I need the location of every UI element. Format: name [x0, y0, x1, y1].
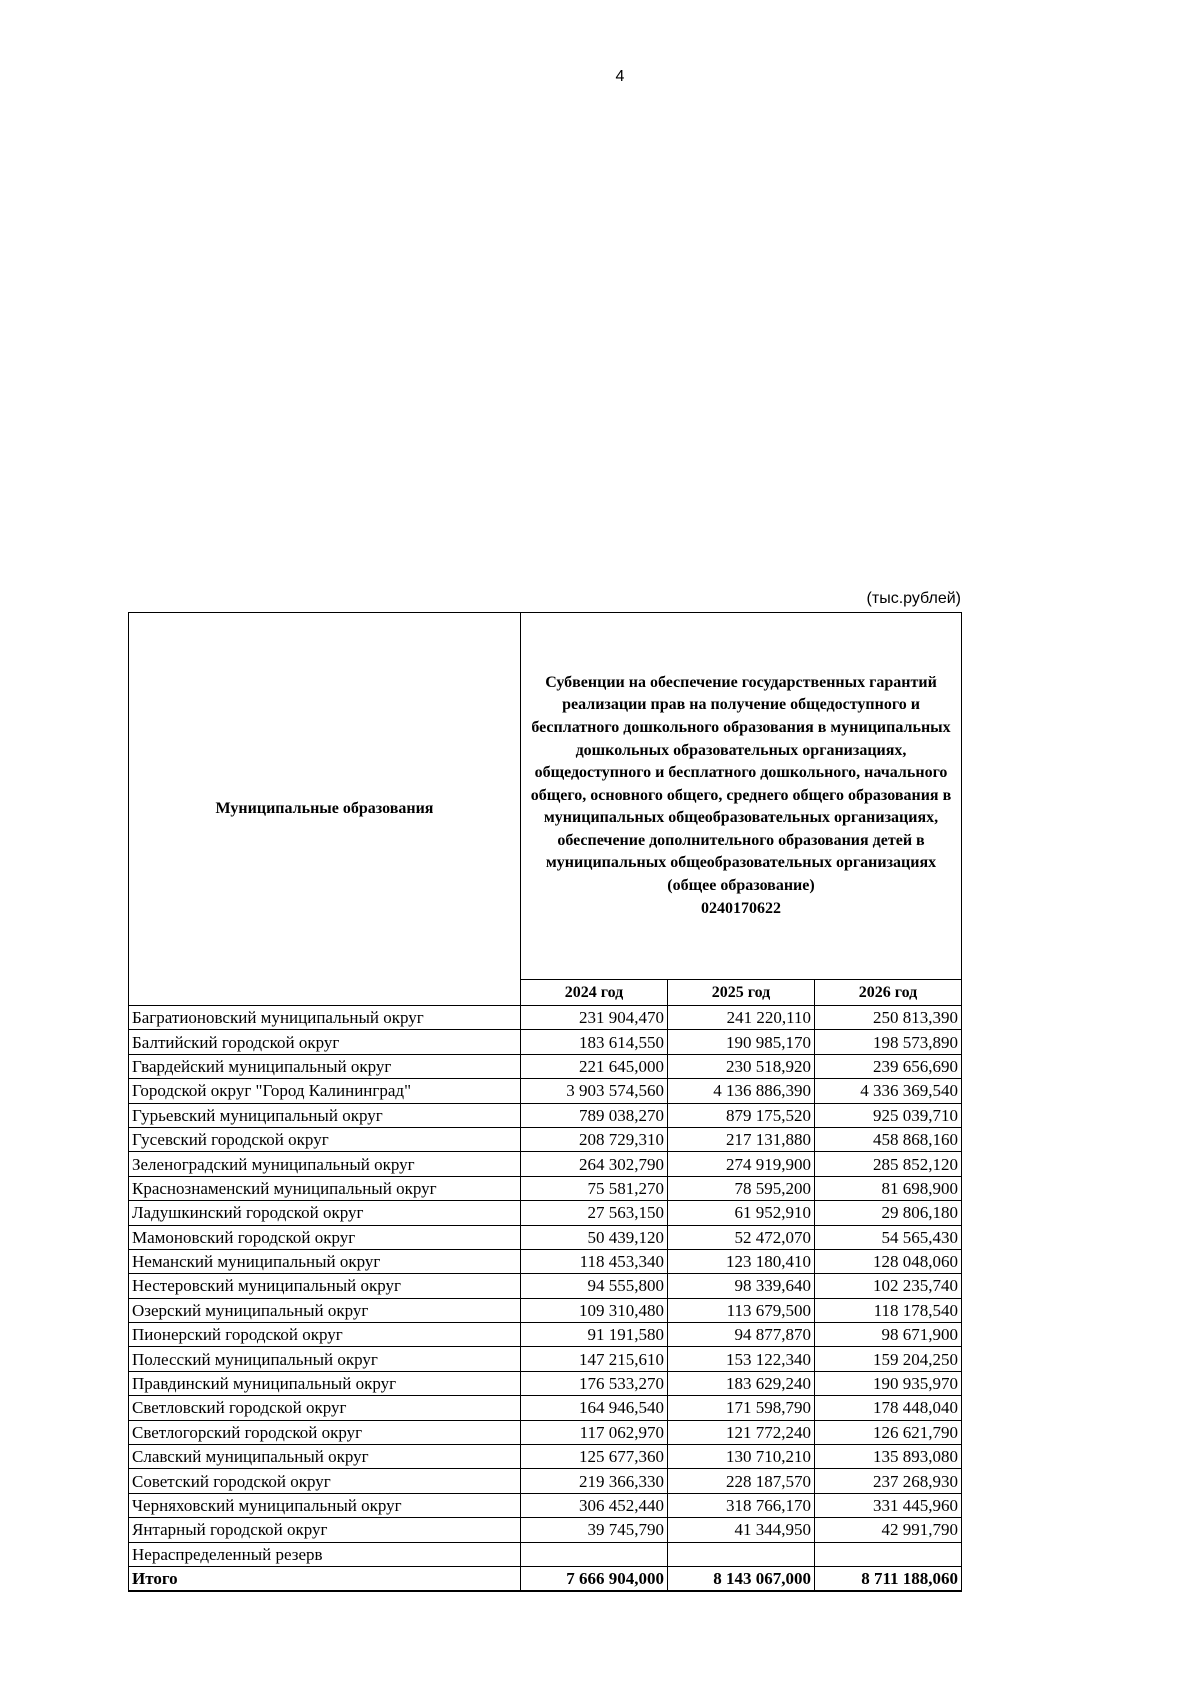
value-2026: 458 868,160 [815, 1127, 962, 1151]
total-label: Итого [129, 1566, 521, 1591]
municipality-name: Черняховский муниципальный округ [129, 1493, 521, 1517]
municipality-name: Нераспределенный резерв [129, 1542, 521, 1566]
value-2024: 221 645,000 [521, 1054, 668, 1078]
value-2026: 4 336 369,540 [815, 1079, 962, 1103]
table-row [129, 1298, 962, 1322]
table-row [129, 1347, 962, 1371]
value-2026: 285 852,120 [815, 1152, 962, 1176]
value-2024: 306 452,440 [521, 1493, 668, 1517]
value-2024: 3 903 574,560 [521, 1079, 668, 1103]
value-2026: 159 204,250 [815, 1347, 962, 1371]
value-2024: 125 677,360 [521, 1445, 668, 1469]
value-2024: 183 614,550 [521, 1030, 668, 1054]
municipality-name: Гурьевский муниципальный округ [129, 1103, 521, 1127]
value-2025: 274 919,900 [668, 1152, 815, 1176]
value-2026: 54 565,430 [815, 1225, 962, 1249]
page-number: 4 [615, 68, 625, 85]
value-2024: 94 555,800 [521, 1274, 668, 1298]
table-row [129, 1542, 962, 1566]
value-2026: 239 656,690 [815, 1054, 962, 1078]
municipality-name: Нестеровский муниципальный округ [129, 1274, 521, 1298]
table-row [129, 1054, 962, 1078]
value-2026: 81 698,900 [815, 1176, 962, 1200]
value-2025: 4 136 886,390 [668, 1079, 815, 1103]
value-2025: 190 985,170 [668, 1030, 815, 1054]
value-2025: 171 598,790 [668, 1396, 815, 1420]
municipality-name: Мамоновский городской округ [129, 1225, 521, 1249]
value-2026: 102 235,740 [815, 1274, 962, 1298]
table-row [129, 1493, 962, 1517]
municipality-name: Гусевский городской округ [129, 1127, 521, 1151]
municipality-name: Городской округ "Город Калининград" [129, 1079, 521, 1103]
value-2025: 879 175,520 [668, 1103, 815, 1127]
value-2024: 789 038,270 [521, 1103, 668, 1127]
value-2025: 228 187,570 [668, 1469, 815, 1493]
municipality-name: Советский городской округ [129, 1469, 521, 1493]
table-row [129, 1152, 962, 1176]
table-row [129, 1420, 962, 1444]
municipality-name: Багратионовский муниципальный округ [129, 1006, 521, 1030]
value-2026: 925 039,710 [815, 1103, 962, 1127]
table-row [129, 1274, 962, 1298]
value-2026: 190 935,970 [815, 1371, 962, 1395]
table-row [129, 1127, 962, 1151]
value-2025: 52 472,070 [668, 1225, 815, 1249]
table-row [129, 1469, 962, 1493]
value-2026: 135 893,080 [815, 1445, 962, 1469]
value-2025: 61 952,910 [668, 1201, 815, 1225]
subsidy-code: 0240170622 [701, 899, 781, 917]
total-2026: 8 711 188,060 [815, 1566, 962, 1591]
year-header-2026: 2026 год [815, 980, 962, 1006]
value-2026: 178 448,040 [815, 1396, 962, 1420]
table-row [129, 1396, 962, 1420]
total-2024: 7 666 904,000 [521, 1566, 668, 1591]
municipality-name: Светловский городской округ [129, 1396, 521, 1420]
value-2025: 241 220,110 [668, 1006, 815, 1030]
total-2025: 8 143 067,000 [668, 1566, 815, 1591]
municipalities-header: Муниципальные образования [129, 613, 521, 1006]
value-2026: 118 178,540 [815, 1298, 962, 1322]
table-row [129, 1225, 962, 1249]
municipality-name: Правдинский муниципальный округ [129, 1371, 521, 1395]
table-row [129, 1371, 962, 1395]
value-2025: 217 131,880 [668, 1127, 815, 1151]
value-2024: 118 453,340 [521, 1249, 668, 1273]
value-2025: 130 710,210 [668, 1445, 815, 1469]
table-row [129, 1103, 962, 1127]
value-2024: 75 581,270 [521, 1176, 668, 1200]
value-2026: 198 573,890 [815, 1030, 962, 1054]
table-row [129, 1323, 962, 1347]
value-2024: 264 302,790 [521, 1152, 668, 1176]
value-2025: 94 877,870 [668, 1323, 815, 1347]
municipality-name: Зеленоградский муниципальный округ [129, 1152, 521, 1176]
table-row [129, 1079, 962, 1103]
value-2026: 98 671,900 [815, 1323, 962, 1347]
table-body [129, 1006, 962, 1592]
value-2025: 183 629,240 [668, 1371, 815, 1395]
municipality-name: Славский муниципальный округ [129, 1445, 521, 1469]
municipality-name: Пионерский городской округ [129, 1323, 521, 1347]
year-header-2024: 2024 год [521, 980, 668, 1006]
value-2024: 208 729,310 [521, 1127, 668, 1151]
value-2024: 109 310,480 [521, 1298, 668, 1322]
table-row [129, 1201, 962, 1225]
value-2026: 126 621,790 [815, 1420, 962, 1444]
value-2026: 29 806,180 [815, 1201, 962, 1225]
value-2025: 78 595,200 [668, 1176, 815, 1200]
table-row [129, 1176, 962, 1200]
value-2024: 219 366,330 [521, 1469, 668, 1493]
value-2024: 164 946,540 [521, 1396, 668, 1420]
units-label: (тыс.рублей) [866, 590, 961, 607]
table-row [129, 1445, 962, 1469]
municipality-name: Неманский муниципальный округ [129, 1249, 521, 1273]
table-row [129, 1518, 962, 1542]
value-2024: 117 062,970 [521, 1420, 668, 1444]
subsidy-table [128, 612, 962, 1592]
value-2026: 250 813,390 [815, 1006, 962, 1030]
municipality-name: Ладушкинский городской округ [129, 1201, 521, 1225]
value-2025: 98 339,640 [668, 1274, 815, 1298]
value-2025: 121 772,240 [668, 1420, 815, 1444]
value-2024: 27 563,150 [521, 1201, 668, 1225]
table-row [129, 1249, 962, 1273]
municipality-name: Гвардейский муниципальный округ [129, 1054, 521, 1078]
value-2025: 41 344,950 [668, 1518, 815, 1542]
value-2026: 331 445,960 [815, 1493, 962, 1517]
value-2026: 128 048,060 [815, 1249, 962, 1273]
value-2024: 231 904,470 [521, 1006, 668, 1030]
table-row [129, 1006, 962, 1030]
value-2025: 123 180,410 [668, 1249, 815, 1273]
year-header-2025: 2025 год [668, 980, 815, 1006]
value-2026: 237 268,930 [815, 1469, 962, 1493]
subsidy-description: Субвенции на обеспечение государственных гарантий реализации прав на получение общедоступного и бесплатного дошкольного образования в муниципальных дошкольных образовательных организациях, общедоступного и бесплатного дошкольного, начального общего, основного общего, среднего общего образования в муниципальных общеобразовательных организациях, обеспечение дополнительного образования детей в муниципальных общеобразовательных организациях (общее образование) [530, 673, 952, 895]
value-2024 [521, 1542, 668, 1566]
municipality-name: Янтарный городской округ [129, 1518, 521, 1542]
value-2026 [815, 1542, 962, 1566]
table-row [129, 1030, 962, 1054]
value-2025 [668, 1542, 815, 1566]
municipality-name: Светлогорский городской округ [129, 1420, 521, 1444]
municipality-name: Балтийский городской округ [129, 1030, 521, 1054]
value-2025: 318 766,170 [668, 1493, 815, 1517]
value-2024: 176 533,270 [521, 1371, 668, 1395]
value-2025: 113 679,500 [668, 1298, 815, 1322]
value-2026: 42 991,790 [815, 1518, 962, 1542]
subsidy-header [521, 613, 962, 980]
value-2024: 50 439,120 [521, 1225, 668, 1249]
municipality-name: Полесский муниципальный округ [129, 1347, 521, 1371]
value-2024: 147 215,610 [521, 1347, 668, 1371]
total-row [129, 1566, 962, 1591]
value-2025: 230 518,920 [668, 1054, 815, 1078]
value-2024: 39 745,790 [521, 1518, 668, 1542]
municipality-name: Краснознаменский муниципальный округ [129, 1176, 521, 1200]
value-2024: 91 191,580 [521, 1323, 668, 1347]
municipality-name: Озерский муниципальный округ [129, 1298, 521, 1322]
value-2025: 153 122,340 [668, 1347, 815, 1371]
